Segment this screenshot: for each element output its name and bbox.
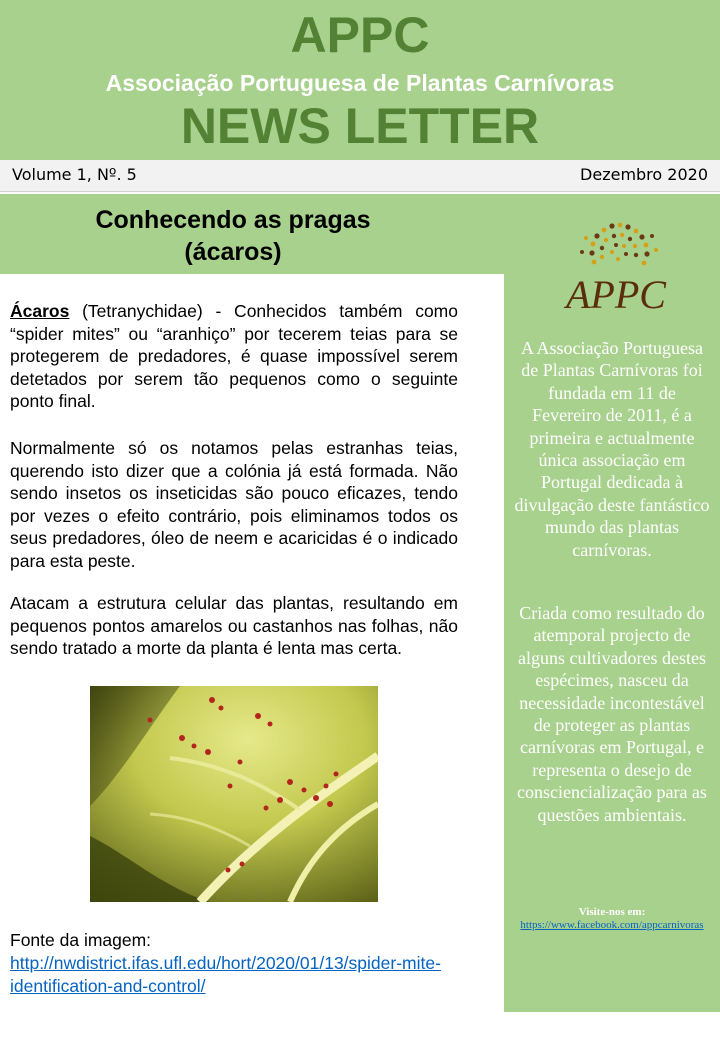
issue-volume: Volume 1, Nº. 5 (12, 165, 137, 184)
masthead (0, 0, 720, 160)
image-source-link[interactable]: http://nwdistrict.ifas.ufl.edu/hort/2020/01/13/spider-mite-identification-and-control/ (10, 953, 441, 996)
article-paragraph-1 (10, 300, 458, 413)
masthead-subtitle: Associação Portuguesa de Plantas Carnívoras (105, 70, 615, 96)
logo-text: APPC (566, 272, 666, 317)
visit-label: Visite-nos em: (578, 906, 646, 918)
article-paragraph-2: Normalmente só os notamos pelas estranhas teias, querendo isto dizer que a colónia já está formada. Não sendo insetos os inseticidas são pouco eficazes, tendo por vezes o efeito contrário, pois eliminamos todos os seus predadores, óleo de neem e acaricidas é o indicado para esta peste. (10, 438, 458, 571)
issue-date: Dezembro 2020 (580, 165, 708, 184)
article-title-line2: (ácaros) (184, 238, 282, 266)
history-text: Criada como resultado do atemporal projecto de alguns cultivadores destes espécimes, nasceu da necessidade incontestável de proteger as plantas carnívoras em Portugal, e representa o desejo de consciencialização para as questões ambientais. (517, 603, 707, 825)
masthead-title: APPC (290, 7, 430, 63)
appc-logo (552, 212, 680, 324)
facebook-link[interactable]: https://www.facebook.com/appcarnivoras (520, 919, 704, 931)
article-paragraph-1-text: (Tetranychidae) - Conhecidos também como “spider mites” ou “aranhiço” por tecerem teias para se protegerem de predadores, é quase impossível serem detetados por serem tão pequenos como o seguinte ponto final. (10, 301, 458, 412)
article-title (0, 204, 466, 268)
issue-bar (0, 160, 720, 192)
article-paragraph-3: Atacam a estrutura celular das plantas, resultando em pequenos pontos amarelos ou castanhos nas folhas, não sendo tratado a morte da planta é lenta mas certa. (10, 593, 458, 659)
article-term: Ácaros (10, 301, 70, 321)
newsletter-heading: NEWS LETTER (180, 98, 540, 154)
spider-mite-leaf-photo (90, 686, 378, 902)
article-title-box (0, 194, 504, 274)
sidebar (504, 194, 720, 1012)
article-title-line1: Conhecendo as pragas (95, 206, 371, 234)
about-text: A Associação Portuguesa de Plantas Carnívoras foi fundada em 11 de Fevereiro de 2011, é a primeira e actualmente única associação em Portugal dedicada à divulgação deste fantástico mundo das plantas carnívoras. (514, 338, 710, 560)
image-source-label: Fonte da imagem: (10, 930, 152, 950)
